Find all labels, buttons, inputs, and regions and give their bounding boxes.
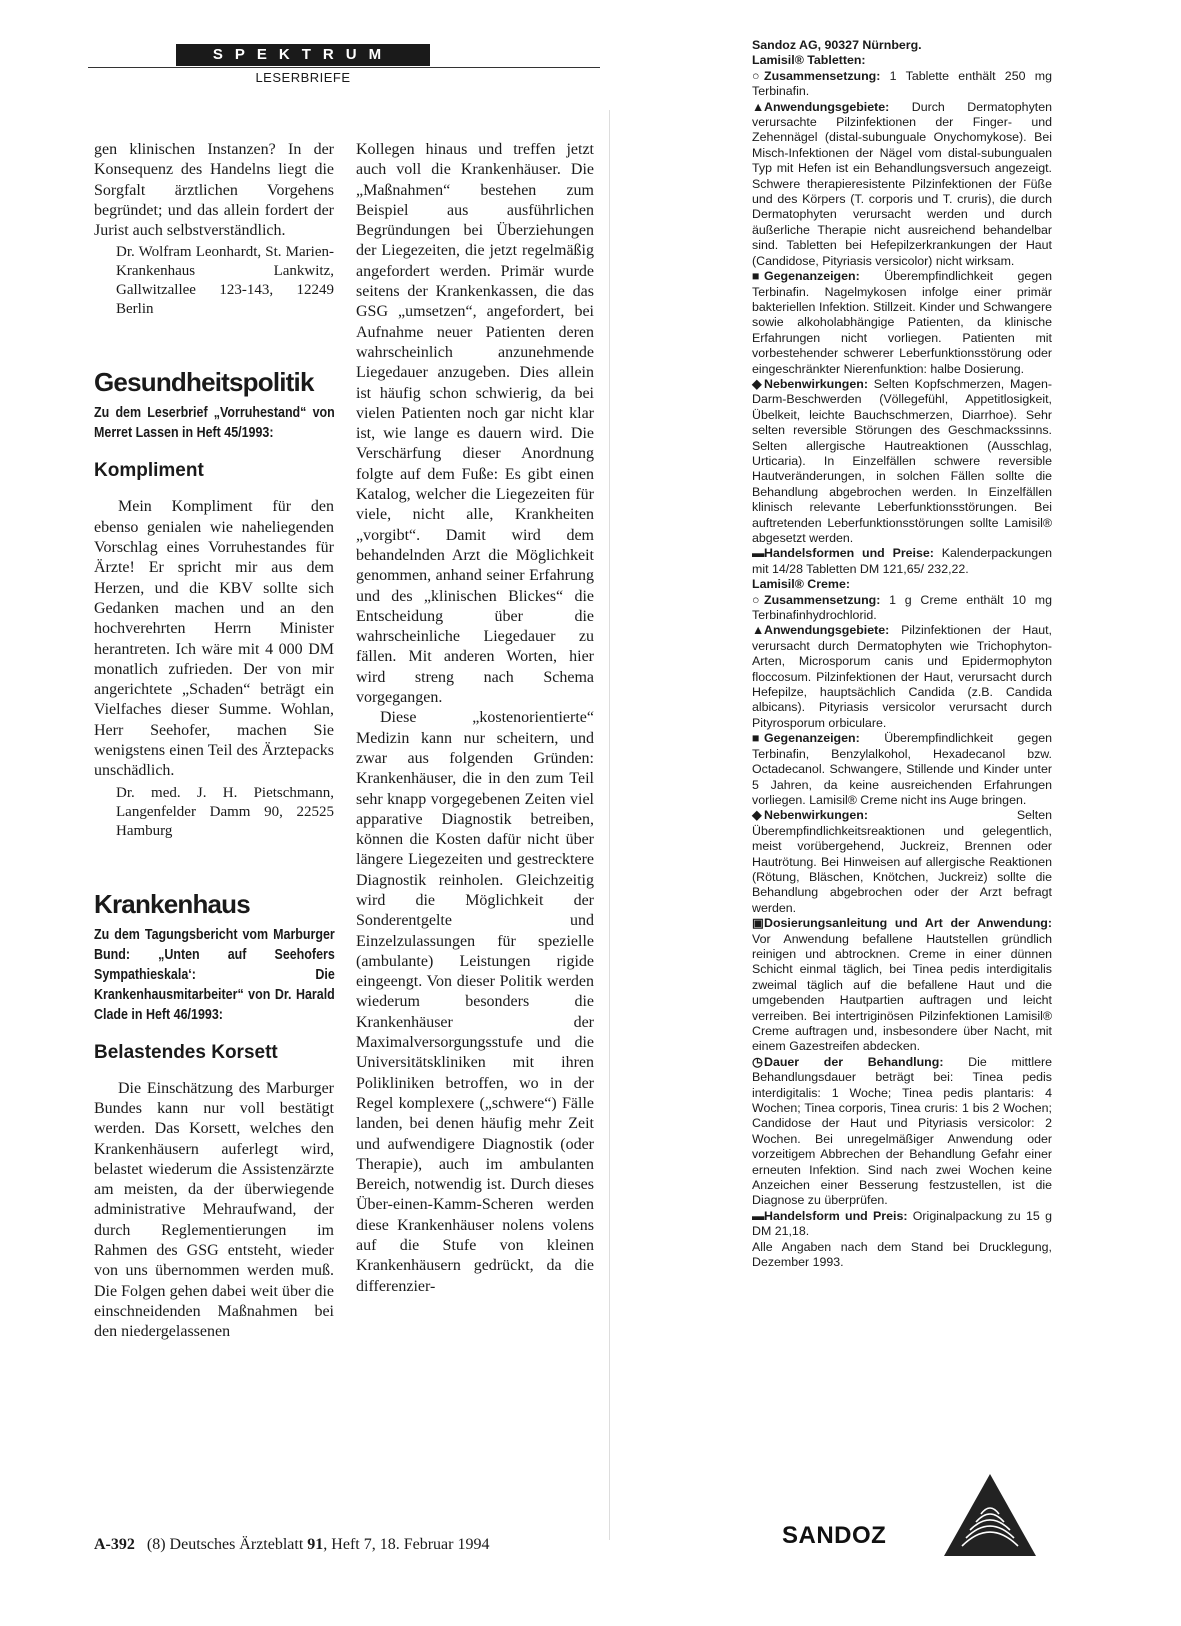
warning-triangle-icon: ▲ — [752, 623, 765, 638]
dosage-icon: ▣ — [752, 916, 764, 931]
letter-title-kompliment: Kompliment — [94, 460, 204, 482]
column-left — [94, 140, 334, 1343]
journal-citation: (8) Deutsches Ärzteblatt — [146, 1536, 304, 1553]
ad-creme-dosage: ▣Dosierungsanleitung und Art der Anwendung: Vor Anwendung befallene Hautstellen gründlich reinigen und abtrocknen. Creme in einer dünnen Schicht einmal täglich, bei Tinea pedis interdigitalis zweimal täglich auf die befallene Haut und die umgebenden Hautpartien auftragen und leicht verreiben. Bei intertriginösen Pilzinfektionen Lamisil® Creme auftragen und, insbesondere über Nacht, mit einem Gazestreifen abdecken. — [752, 916, 1052, 1054]
ad-creme-indications: ▲Anwendungsgebiete: Pilzinfektionen der Haut, verursacht durch Dermatophyten wie Trichophyton-Arten, Microsporum canis und Epidermophyton floccosum. Pilzinfektionen der Haut, verursacht durch Hefepilze, hauptsächlich Candida (z.B. Candida albicans). Pityriasis versicolor verursacht durch Pityrosporum orbiculare. — [752, 623, 1052, 730]
section-intro-krankenhaus: Zu dem Tagungsbericht vom Marburger Bund: „Unten auf Seehofers Sympathieskala‘: Die Krankenhausmitarbeiter“ von Dr. Harald Clade in Heft 46/1993: — [94, 926, 335, 1023]
clock-icon: ◷ — [752, 1054, 763, 1069]
ad-creme-side-effects: ◆ Nebenwirkungen: Selten Überempfindlichkeitsreaktionen und gelegentlich, meist vorübergehend, Juckreiz, Brennen oder Hautrötung. Bei Hinweisen auf allergische Reaktionen (Rötung, Bläschen, Knötchen, Juckreiz) sollte die Behandlung abgebrochen oder der Arzt befragt werden. — [752, 808, 1052, 915]
ad-product-creme: Lamisil® Creme: — [752, 577, 850, 592]
journal-issue: , Heft 7, 18. Februar 1994 — [323, 1536, 490, 1553]
warning-triangle-icon: ▲ — [752, 99, 765, 114]
ad-tab-composition: ○ Zusammensetzung: 1 Tablette enthält 250 mg Terbinafin. — [752, 68, 1052, 99]
package-icon: ▬ — [752, 1208, 765, 1223]
package-icon: ▬ — [752, 546, 765, 561]
journal-volume: 91 — [307, 1536, 324, 1553]
ad-closing-note: Alle Angaben nach dem Stand bei Drucklegung, Dezember 1993. — [752, 1239, 1052, 1270]
ad-company: Sandoz AG, 90327 Nürnberg. — [752, 38, 922, 52]
letter-title-korsett: Belastendes Korsett — [94, 1041, 278, 1063]
ad-creme-composition: ○ Zusammensetzung: 1 g Creme enthält 10 mg Terbinafinhydrochlorid. — [752, 592, 1052, 623]
circle-icon: ○ — [752, 592, 760, 607]
page-folio: A-392 — [94, 1536, 135, 1553]
subsection-header: LESERBRIEFE — [255, 70, 351, 85]
ad-creme-packaging: ▬Handelsform und Preis: Originalpackung zu 15 g DM 21,18. — [752, 1208, 1052, 1239]
section-header: SPEKTRUM — [176, 44, 430, 66]
letter-body-korsett: Die Einschätzung des Marburger Bundes kann nur voll bestätigt werden. Das Korsett, welches den Krankenhäusern auferlegt wird, belastet wiederum die Assistenzärzte am meisten, da der überwiegende administrative Mehraufwand, der durch Reglementierungen im Rahmen des GSG entsteht, wieder von uns übernommen werden muß. Die Folgen gehen dabei weit über die einschneidenden Maßnahmen bei den niedergelassenen — [94, 1079, 334, 1341]
ad-product-tabletten: Lamisil® Tabletten: — [752, 53, 866, 68]
section-intro-gesundheitspolitik: Zu dem Leserbrief „Vorruhestand“ von Merret Lassen in Heft 45/1993: — [94, 405, 335, 442]
header-rule — [88, 67, 600, 68]
lead-paragraph: gen klinischen Instanzen? In der Konsequenz des Handelns liegt die Sorgfalt ärztlichen Vorgehens begründet; und das allein fordert der Jurist auch selbstverständlich. — [94, 141, 334, 240]
letter-continuation-paragraph-2: Diese „kostenorientierte“ Medizin kann nur scheitern, und zwar aus folgenden Gründen: Krankenhäuser, die in den zum Teil sehr knapp vorgegebenen Zeiten viel apparative Diagnostik betreiben, können die Kosten dafür nicht über längere Liegezeiten und gestrecktere Diagnostik reinholen. Gleichzeitig wird die Möglichkeit der Sonderentgelte und Einzelzulassungen für spezielle (ambulante) Leistungen rigide eingeengt. Von dieser Politik werden wiederum besonders die Krankenhäuser der Maximalversorgungsstufe und die Universitätskliniken mit ihren Polikliniken betroffen, wo in der Regel komplexere („schwere“) Fälle landen, bei denen häufig mehr Zeit und aufwendigere Diagnostik (oder Therapie), auch im ambulanten Bereich, notwendig ist. Durch dieses Über-einen-Kamm-Scheren werden diese Krankenhäuser nolens volens auf die Stufe von kleinen Krankenhäusern gedrückt, da die differenzier- — [356, 709, 594, 1295]
ad-creme-duration: ◷Dauer der Behandlung: Die mittlere Behandlungsdauer beträgt bei: Tinea pedis interdigitalis: 1 Woche; Tinea pedis plantaris: 4 Wochen; Tinea corporis, Tinea cruris: 1 bis 2 Wochen; Candidose der Haut und Pityriasis versicolor: 2 Wochen. Bei unregelmäßiger Anwendung oder vorzeitigem Abbrechen der Behandlung Gefahr einer erneuten Infektion. Sind nach zwei Wochen keine Anzeichen einer Besserung festzustellen, ist die Diagnose zu überprüfen. — [752, 1054, 1053, 1208]
section-title-krankenhaus: Krankenhaus — [94, 888, 250, 919]
ad-tab-packaging: ▬Handelsformen und Preise: Kalenderpackungen mit 14/28 Tabletten DM 121,65/ 232,22. — [752, 546, 1052, 576]
section-title-gesundheitspolitik: Gesundheitspolitik — [94, 367, 314, 398]
contraindication-icon: ■ — [752, 731, 760, 746]
sandoz-logo — [782, 1470, 1062, 1560]
circle-icon: ○ — [752, 68, 760, 83]
letter-continuation-paragraph: Kollegen hinaus und treffen jetzt auch voll die Krankenhäuser. Die „Maßnahmen“ bestehen zum Beispiel aus ausführlichen Begründungen bei Überziehungen der Liegezeiten, die jetzt regelmäßig angefordert werden. Primär wurde seitens der Krankenkassen, die das GSG „umsetzen“, angefordert, bei Aufnahme neuer Patienten deren wahrscheinlich anzunehmende Liegedauer anzugeben. Dies allein ist häufig schon schwierig, da bei vielen Patienten noch gar nicht klar ist, wie lange es dauern wird. Die Verschärfung dieser Anordnung folgte auf dem Fuße: Es gibt einen Katalog, welcher die Liegezeiten für viele, nicht alle, Krankheiten „vorgibt“. Damit wird dem behandelnden Arzt die Möglichkeit genommen, anhand seiner Erfahrung und des „klinischen Blickes“ die Entscheidung über die wahrscheinliche Liegedauer zu fällen. Mit anderen Worten, hier wird streng nach Schema vorgegangen. — [356, 141, 594, 707]
letter-body-kompliment: Mein Kompliment für den ebenso genialen wie naheliegenden Vorschlag eines Vorruhestandes für Ärzte! Er spricht mir aus dem Herzen, und die KBV sollte sich Gedanken machen und an den hochverehrten Herrn Minister herantreten. Ich wäre mit 4 000 DM monatlich zufrieden. Der von mir angerichtete „Schaden“ beträgt ein Vielfaches dieser Summe. Wohlan, Herr Seehofer, machen Sie wenigstens einen Teil des Ärztepacks unschädlich. — [94, 498, 334, 780]
column-middle — [356, 140, 594, 1297]
ad-prescribing-info — [752, 38, 1052, 1271]
ad-tab-indications: ▲Anwendungsgebiete: Durch Dermatophyten verursachte Pilzinfektionen der Finger- und Zehennägel (distal-subunguale Onychomykose). Bei Misch-Infektionen der Nägel vom distal-subungualen Typ mit Hefen ist ein Behandlungsversuch angezeigt. Schwere therapieresistente Pilzinfektionen der Füße und des Körpers (T. corporis und T. cruris), die durch Dermatophyten verursacht werden und durch äußerliche Therapie nicht ausreichend behandelbar sind. Tabletten bei Hefepilzerkrankungen der Haut (Candidose, Pityriasis versicolor) nicht wirksam. — [752, 99, 1052, 268]
page-footer — [94, 1536, 489, 1554]
sandoz-logo-text: SANDOZ — [782, 1522, 887, 1549]
signature-leonhardt: Dr. Wolfram Leonhardt, St. Marien-Krankenhaus Lankwitz, Gallwitzallee 123-143, 12249 Berlin — [116, 244, 334, 318]
signature-pietschmann: Dr. med. J. H. Pietschmann, Langenfelder Damm 90, 22525 Hamburg — [116, 784, 334, 839]
ad-tab-side-effects: ◆ Nebenwirkungen: Selten Kopfschmerzen, Magen-Darm-Beschwerden (Völlegefühl, Appetitlosigkeit, Übelkeit, leichte Bauchschmerzen, Diarrhoe). Sehr selten reversible Störungen des Geschmackssinns. Selten allergische Hautreaktionen (Ausschlag, Urticaria). In Einzelfällen schwere reversible Hautveränderungen, in solchen Fällen sollte die Behandlung abgebrochen werden. In Einzelfällen klinisch relevante Leberfunktionsstörungen. Bei auftretenden Leberfunktionsstörungen sollte Lamisil® abgesetzt werden. — [752, 376, 1052, 545]
sandoz-triangle-icon — [940, 1470, 1040, 1560]
ad-tab-contraindications: ■ Gegenanzeigen: Überempfindlichkeit gegen Terbinafin. Nagelmykosen infolge einer primär bakteriellen Infektion. Stillzeit. Kinder und Schwangere sowie alkoholabhängige Patienten, da klinische Erfahrungen nicht vorliegen. Patienten mit vorbestehender schwerer Leberfunktionsstörung oder eingeschränkter Nierenfunktion: halbe Dosierung. — [752, 269, 1052, 376]
column-divider — [609, 110, 610, 1540]
side-effects-icon: ◆ — [752, 808, 762, 823]
ad-creme-contraindications: ■ Gegenanzeigen: Überempfindlichkeit gegen Terbinafin, Benzylalkohol, Hexadecanol bzw. Octadecanol. Schwangere, Stillende und Kinder unter 5 Jahren, da keine ausreichenden Erfahrungen vorliegen. Lamisil® Creme nicht ins Auge bringen. — [752, 731, 1052, 807]
side-effects-icon: ◆ — [752, 376, 762, 391]
contraindication-icon: ■ — [752, 269, 760, 284]
